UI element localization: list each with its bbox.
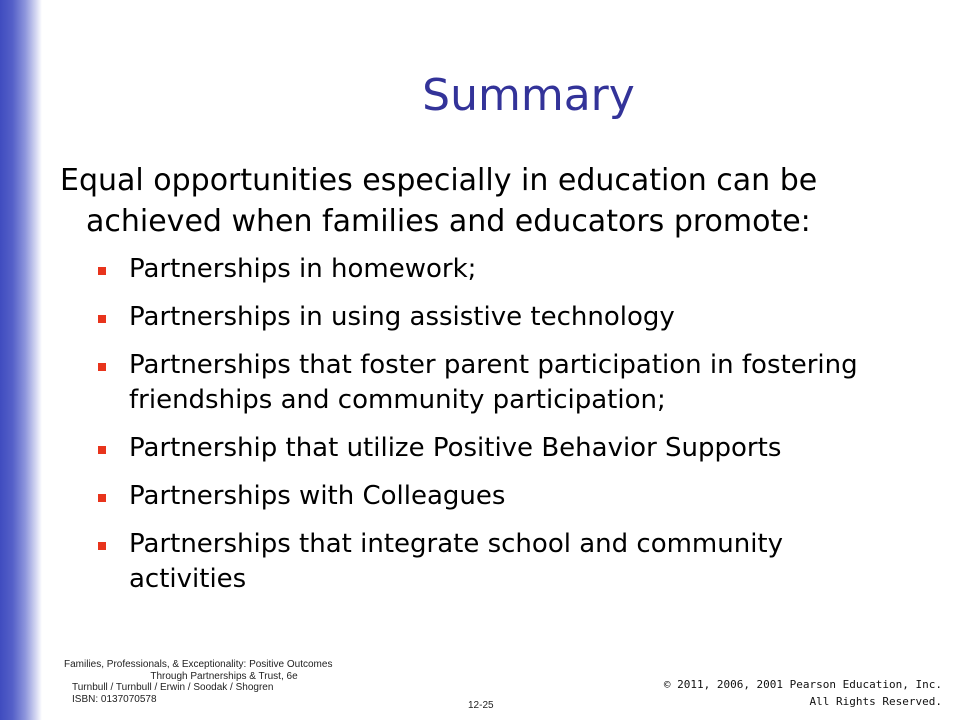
intro-line: Equal opportunities especially in education can be (60, 163, 818, 198)
square-bullet-icon (98, 542, 106, 550)
bullet-text: Partnerships with Colleagues (129, 481, 506, 511)
bullet-text: Partnerships that integrate school and community (129, 529, 784, 559)
bullet-item (98, 348, 928, 418)
citation-line: Turnbull / Turnbull / Erwin / Soodak / Shogren (72, 682, 274, 693)
citation-line: Through Partnerships & Trust, 6e (150, 670, 298, 682)
bullet-item (98, 527, 928, 597)
copyright-line: All Rights Reserved. (809, 695, 942, 708)
bullet-text: Partnerships in using assistive technology (129, 302, 675, 332)
bullet-text: Partnership that utilize Positive Behavior Supports (129, 433, 782, 463)
bullet-item (98, 479, 928, 514)
intro-line: achieved when families and educators promote: (86, 204, 811, 239)
bullet-item (98, 300, 928, 335)
bullet-text: friendships and community participation; (129, 385, 666, 415)
square-bullet-icon (98, 267, 106, 275)
bullet-item (98, 431, 928, 466)
page-number: 12-25 (468, 700, 494, 711)
bullet-text: Partnerships in homework; (129, 254, 477, 284)
bullet-text: activities (129, 564, 247, 594)
square-bullet-icon (98, 363, 106, 371)
square-bullet-icon (98, 446, 106, 454)
slide-title: Summary (422, 70, 635, 121)
book-citation (64, 659, 384, 705)
square-bullet-icon (98, 494, 106, 502)
bullet-item (98, 252, 928, 287)
intro-text (60, 160, 920, 242)
bullet-list (98, 252, 928, 610)
citation-line: Families, Professionals, & Exceptionality: Positive Outcomes (64, 659, 333, 670)
copyright-line: © 2011, 2006, 2001 Pearson Education, Inc. (663, 678, 942, 691)
bullet-text: Partnerships that foster parent participation in fostering (129, 350, 858, 380)
citation-line: ISBN: 0137070578 (72, 693, 157, 705)
square-bullet-icon (98, 315, 106, 323)
copyright-notice (664, 676, 942, 710)
